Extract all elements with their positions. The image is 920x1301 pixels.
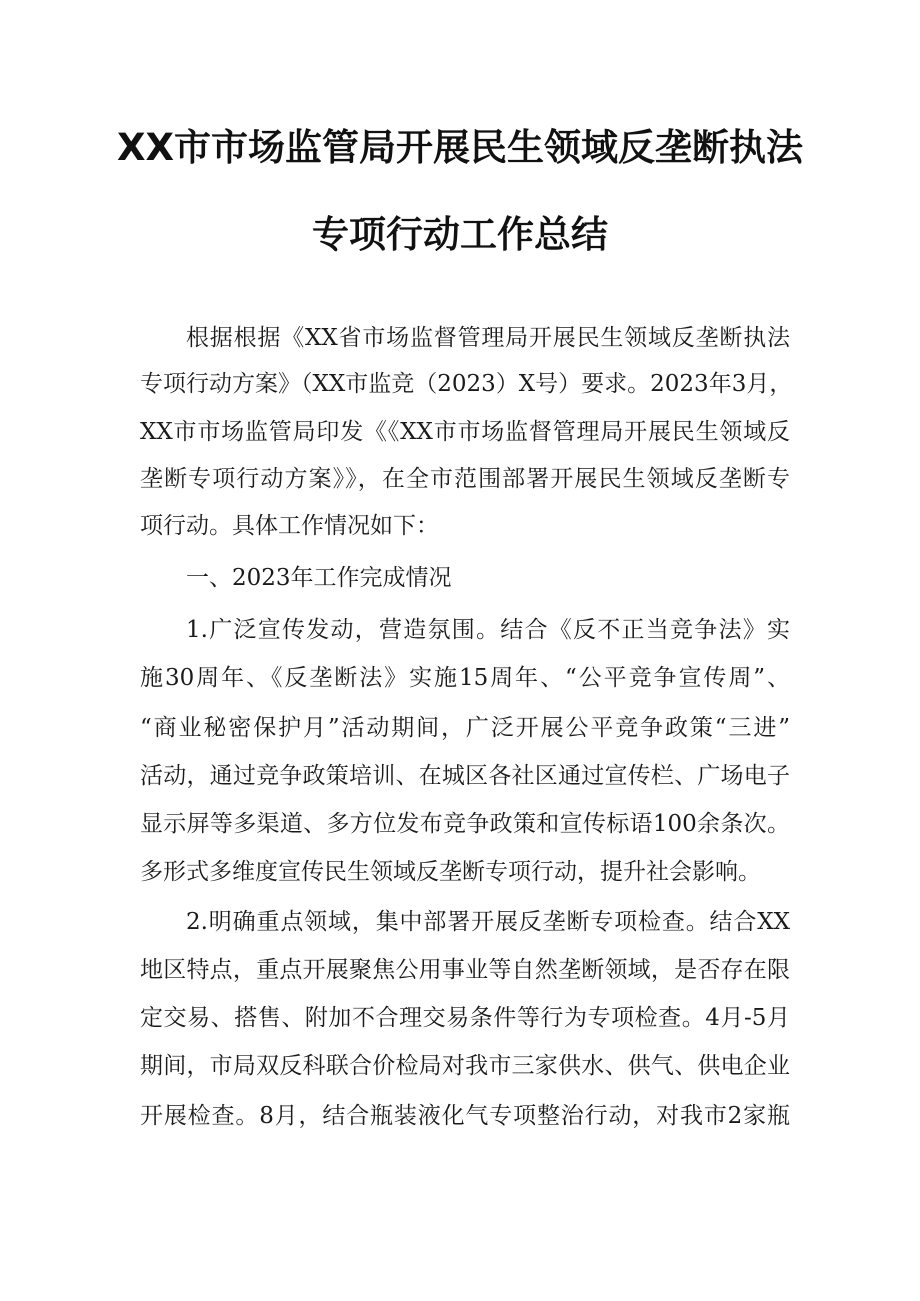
paragraph-3-line-2: 地区特点，重点开展聚焦公用事业等自然垄断领域，是否存在限: [140, 957, 790, 983]
paragraph-1-line-1: 根据根据《XX省市场监督管理局开展民生领域反垄断执法: [186, 325, 790, 351]
paragraph-2-line-1: 1.广泛宣传发动，营造氛围。结合《反不正当竞争法》实: [186, 617, 790, 643]
paragraph-3-line-5: 开展检查。8月，结合瓶装液化气专项整治行动，对我市2家瓶: [140, 1103, 790, 1129]
paragraph-3-line-3: 定交易、搭售、附加不合理交易条件等行为专项检查。4月-5月: [140, 1005, 790, 1031]
paragraph-1-line-4: 垄断专项行动方案》》，在全市范围部署开展民生领域反垄断专: [140, 466, 790, 492]
paragraph-2-line-5: 显示屏等多渠道、多方位发布竞争政策和宣传标语100余条次。: [140, 811, 790, 837]
paragraph-3-line-1: 2.明确重点领域，集中部署开展反垄断专项检查。结合XX: [186, 909, 790, 935]
document-title-line-1: XX市市场监管局开展民生领域反垄断执法: [116, 126, 804, 169]
paragraph-2-line-6: 多形式多维度宣传民生领域反垄断专项行动，提升社会影响。: [140, 859, 761, 885]
paragraph-2-line-3: “商业秘密保护月”活动期间，广泛开展公平竞争政策“三进”: [140, 715, 790, 741]
paragraph-3-line-4: 期间，市局双反科联合价检局对我市三家供水、供气、供电企业: [140, 1053, 790, 1079]
paragraph-1-line-2: 专项行动方案》（XX市监竞（2023）X号）要求。2023年3月，: [140, 371, 793, 397]
paragraph-1-line-5: 项行动。具体工作情况如下：: [140, 513, 439, 539]
paragraph-2-line-4: 活动，通过竞争政策培训、在城区各社区通过宣传栏、广场电子: [140, 763, 790, 789]
paragraph-2-line-2: 施30周年、《反垄断法》实施15周年、“公平竞争宣传周”、: [140, 665, 790, 691]
section-heading-2023: 一、2023年工作完成情况: [186, 565, 452, 591]
document-title-line-2: 专项行动工作总结: [312, 213, 608, 256]
paragraph-1-line-3: XX市市场监管局印发《《XX市市场监督管理局开展民生领域反: [140, 419, 790, 445]
